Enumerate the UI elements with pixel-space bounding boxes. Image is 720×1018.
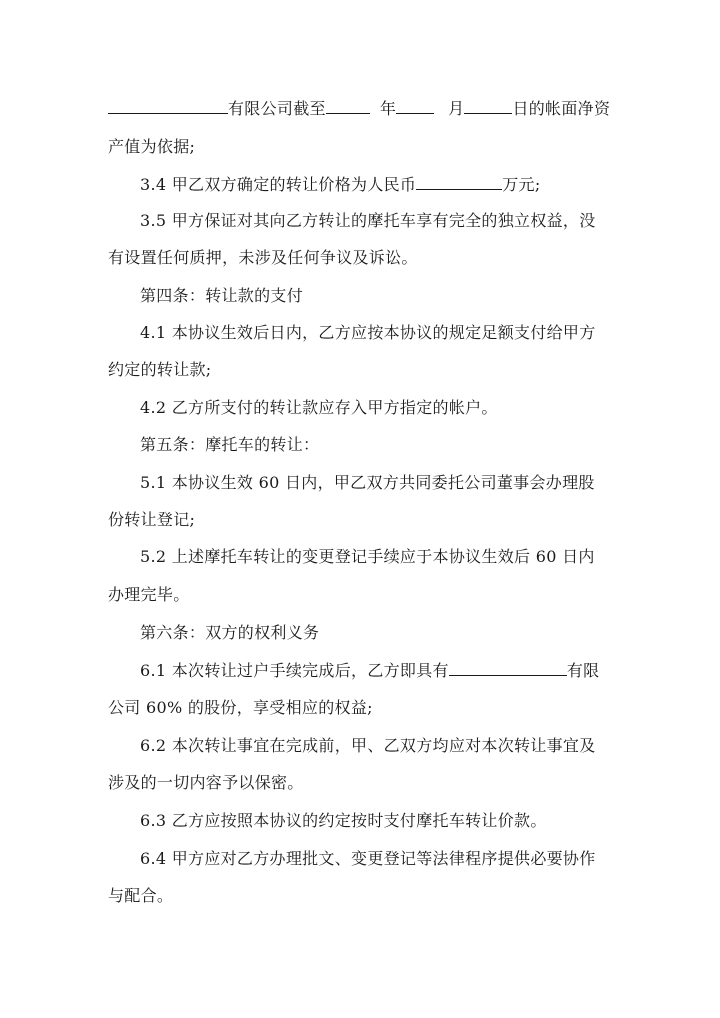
- clause-3-5-line-2: 有设置任何质押，未涉及任何争议及诉讼。: [108, 248, 418, 267]
- blank-day: [464, 97, 512, 114]
- text-year: 年: [379, 99, 397, 118]
- article-5-heading: 第五条：摩托车的转让：: [140, 435, 320, 454]
- clause-6-2-line-2: 涉及的一切内容予以保密。: [108, 773, 304, 792]
- blank-company: [449, 659, 567, 676]
- blank-year: [326, 97, 370, 114]
- article-6-heading: 第六条：双方的权利义务: [140, 623, 320, 642]
- blank-price: [416, 173, 502, 190]
- clause-6-1-text: 6.1 本次转让过户手续完成后，乙方即具有: [140, 661, 449, 680]
- text-month: 月: [448, 99, 465, 118]
- clause-3-3-line-2: 产值为依据;: [108, 137, 196, 156]
- clause-6-1-limited: 有限: [566, 661, 600, 680]
- clause-3-5-line-1: 3.5 甲方保证对其向乙方转让的摩托车享有完全的独立权益，没: [140, 211, 596, 230]
- clause-6-2-line-1: 6.2 本次转让事宜在完成前，甲、乙双方均应对本次转让事宜及: [140, 736, 596, 755]
- text-net-assets: 日的帐面净资: [512, 99, 611, 118]
- clause-4-1-line-2: 约定的转让款;: [108, 360, 212, 379]
- clause-3-4: [140, 173, 620, 195]
- clause-3-4-unit: 万元;: [502, 175, 541, 194]
- text-company-cutoff: 有限公司截至: [228, 99, 326, 118]
- clause-5-2-line-1: 5.2 上述摩托车转让的变更登记手续应于本协议生效后 60 日内: [140, 547, 595, 566]
- clause-6-1-line-2: 公司 60% 的股份，享受相应的权益;: [108, 698, 373, 717]
- clause-4-2: 4.2 乙方所支付的转让款应存入甲方指定的帐户。: [140, 398, 498, 417]
- clause-6-1-line-1: [140, 659, 620, 681]
- clause-6-4-line-2: 与配合。: [108, 886, 174, 905]
- clause-6-4-line-1: 6.4 甲方应对乙方办理批文、变更登记等法律程序提供必要协作: [140, 849, 596, 868]
- clause-5-1-line-1: 5.1 本协议生效 60 日内，甲乙双方共同委托公司董事会办理股: [140, 473, 595, 492]
- clause-3-3-line-1: [108, 97, 620, 119]
- clause-6-3: 6.3 乙方应按照本协议的约定按时支付摩托车转让价款。: [140, 811, 547, 830]
- clause-4-1-line-1: 4.1 本协议生效后日内，乙方应按本协议的规定足额支付给甲方: [140, 323, 596, 342]
- clause-3-4-text: 3.4 甲乙双方确定的转让价格为人民币: [140, 175, 417, 194]
- clause-5-1-line-2: 份转让登记;: [108, 510, 196, 529]
- blank-month: [396, 97, 434, 114]
- clause-5-2-line-2: 办理完毕。: [108, 585, 190, 604]
- blank-company-name: [108, 97, 228, 114]
- article-4-heading: 第四条：转让款的支付: [140, 286, 304, 305]
